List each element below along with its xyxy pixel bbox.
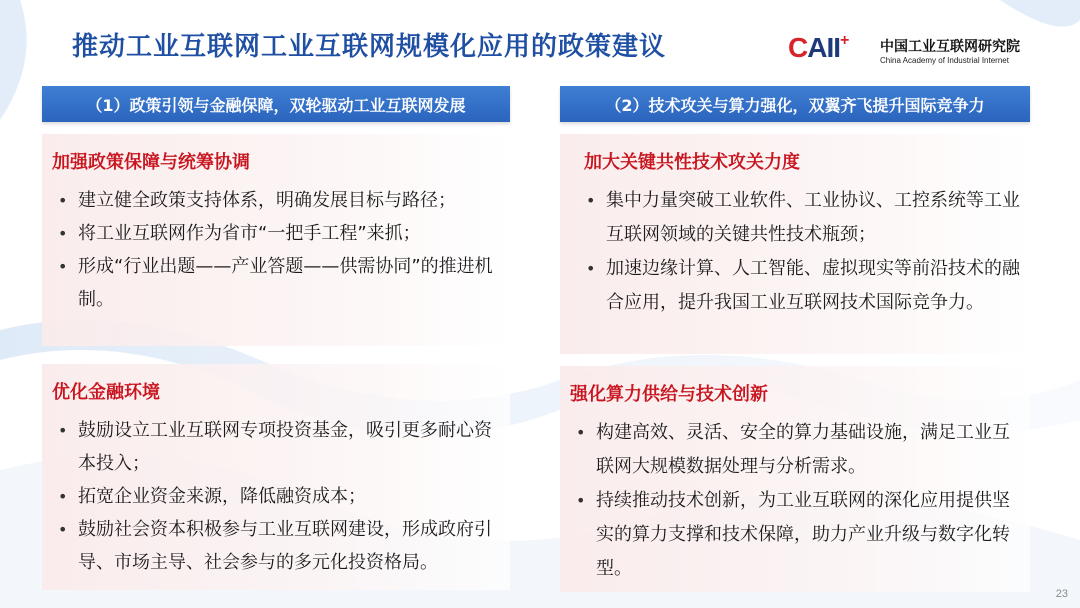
- list-item: • 建立健全政策支持体系，明确发展目标与路径；: [56, 184, 504, 217]
- page-title: 推动工业互联网工业互联网规模化应用的政策建议: [72, 32, 667, 62]
- logo-mark: CAII+: [788, 32, 849, 63]
- list-item: • 集中力量突破工业软件、工业协议、工控系统等工业互联网领域的关键共性技术瓶颈；: [584, 184, 1024, 252]
- list-item: • 形成“行业出题——产业答题——供需协同”的推进机制。: [56, 250, 504, 316]
- bullet-list: [574, 416, 1024, 586]
- bullet-list: [56, 184, 504, 316]
- card-title: 加强政策保障与统筹协调: [52, 152, 250, 173]
- bullet-list: [584, 184, 1024, 320]
- bullet-list: [56, 414, 504, 579]
- list-item: • 构建高效、灵活、安全的算力基础设施，满足工业互联网大规模数据处理与分析需求。: [574, 416, 1024, 484]
- list-item: • 拓宽企业资金来源，降低融资成本；: [56, 480, 504, 513]
- list-item: • 加速边缘计算、人工智能、虚拟现实等前沿技术的融合应用，提升我国工业互联网技术国际竞争力。: [584, 252, 1024, 320]
- card-title: 强化算力供给与技术创新: [570, 384, 768, 405]
- card-title: 优化金融环境: [52, 382, 160, 403]
- card-title: 加大关键共性技术攻关力度: [584, 152, 800, 173]
- list-item: • 鼓励设立工业互联网专项投资基金，吸引更多耐心资本投入；: [56, 414, 504, 480]
- policy-support-card: [42, 134, 510, 346]
- logo-name-cn: 中国工业互联网研究院: [880, 39, 1020, 55]
- list-item: • 鼓励社会资本积极参与工业互联网建设，形成政府引导、市场主导、社会参与的多元化投资格局。: [56, 513, 504, 579]
- computing-power-card: [560, 366, 1030, 592]
- key-tech-card: [560, 134, 1030, 354]
- page-number: 23: [1055, 588, 1068, 600]
- caii-logo: [788, 30, 1048, 70]
- list-item: • 持续推动技术创新，为工业互联网的深化应用提供坚实的算力支撑和技术保障，助力产业升级与数字化转型。: [574, 484, 1024, 586]
- finance-environment-card: [42, 364, 510, 590]
- logo-name-en: China Academy of Industrial Internet: [880, 56, 1009, 65]
- left-column-header: （1）政策引领与金融保障，双轮驱动工业互联网发展: [42, 86, 510, 122]
- list-item: • 将工业互联网作为省市“一把手工程”来抓；: [56, 217, 504, 250]
- right-column-header: （2）技术攻关与算力强化，双翼齐飞提升国际竞争力: [560, 86, 1030, 122]
